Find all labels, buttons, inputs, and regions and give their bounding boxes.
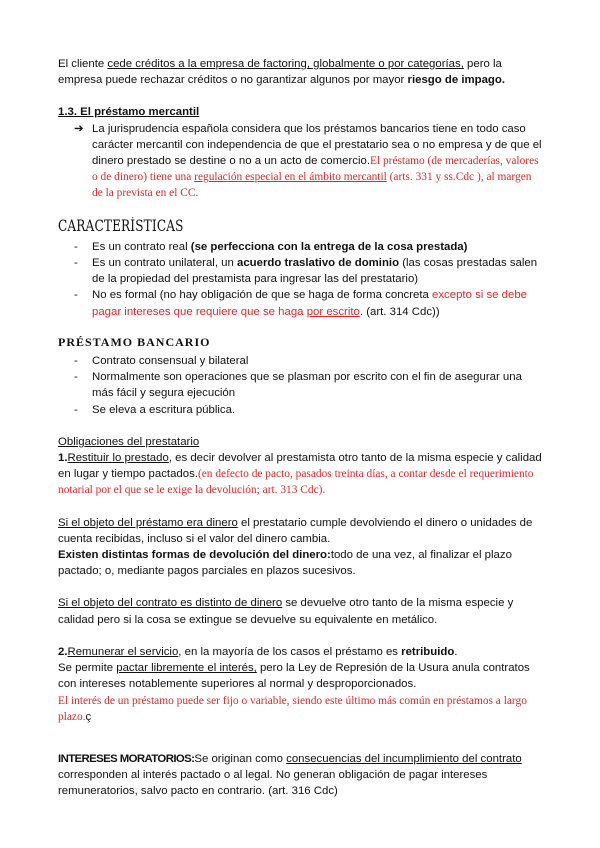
text: Se permite xyxy=(58,662,117,675)
text: No es formal (no hay obligación de que se haga de forma concreta xyxy=(92,289,433,302)
interes-fijo-variable-paragraph xyxy=(58,693,544,725)
red-text: El préstamo (de mercaderías, valores o de dinero) tiene una xyxy=(92,155,539,184)
text: el prestatario cumple devolviendo el dinero o unidades de cuenta recibidas, incluso si el valor del dinero cambia. xyxy=(58,516,533,545)
distinto-paragraph xyxy=(58,595,544,627)
arrow-icon: ➔ xyxy=(74,122,84,135)
section-heading-prestamo-mercantil: 1.3. El préstamo mercantil xyxy=(58,106,200,119)
text: . (art. 314 Cdc)) xyxy=(359,305,440,318)
red-text: (arts. 331 y ss.Cdc ), al margen de la prevista en el CC. xyxy=(92,171,532,200)
list-item xyxy=(58,402,544,418)
list-item xyxy=(58,287,544,319)
bold-text: riesgo de impago. xyxy=(407,74,505,87)
document-page xyxy=(58,56,544,800)
dash-bullet: - xyxy=(74,240,78,253)
text: Contrato consensual y bilateral xyxy=(92,355,249,368)
red-text: (en defecto de pacto, pasados treinta días, a contar desde el requerimiento notarial por el que se le exige la devolución; art. 313 Cdc). xyxy=(58,468,534,497)
red-underlined-text: regulación especial en el ámbito mercantil xyxy=(194,171,387,184)
bold-text: Existen distintas formas de devolución del dinero: xyxy=(58,549,331,562)
dash-bullet: - xyxy=(74,355,78,368)
interes-paragraph xyxy=(58,660,544,692)
dinero-paragraph xyxy=(58,515,544,547)
text: . xyxy=(454,645,458,658)
obligaciones-heading: Obligaciones del prestatario xyxy=(58,435,200,448)
underlined-text: Si el objeto del préstamo era dinero xyxy=(58,516,238,529)
dash-bullet: - xyxy=(74,403,78,416)
text: todo de una vez, al finalizar el plazo pactado; o, mediante pagos parciales en plazos sucesivos. xyxy=(58,549,512,578)
list-item xyxy=(58,239,544,255)
text: pero la empresa puede rechazar créditos o no garantizar algunos por mayor xyxy=(58,58,502,87)
bold-label: INTERESES MORATORIOS: xyxy=(58,752,195,765)
underlined-text: consecuencias del incumplimiento del contrato xyxy=(286,752,522,765)
obligation-2-paragraph xyxy=(58,644,544,660)
underlined-text: pactar libremente el interés, xyxy=(116,662,257,675)
text: se devuelve otro tanto de la misma especie y calidad pero si la cosa se extingue se devuelve su equivalente en metálico. xyxy=(58,597,514,626)
text: Se originan como xyxy=(194,752,287,765)
caracteristicas-heading: CARACTERÍSTICAS xyxy=(58,216,184,235)
number: 1. xyxy=(58,452,68,465)
underlined-text: cede créditos a la empresa de factoring, globalmente o por categorías, xyxy=(107,58,464,70)
red-text: excepto si se debe pagar intereses que requiere que se haga xyxy=(92,289,528,318)
prestamo-bancario-heading: PRÉSTAMO BANCARIO xyxy=(58,334,211,349)
bold-text: retribuido xyxy=(401,645,455,658)
caracteristicas-list xyxy=(58,239,544,320)
text: Normalmente son operaciones que se plasman por escrito con el fin de asegurar una más fácil y segura ejecución xyxy=(92,371,522,400)
underlined-text: Si el objeto del contrato es distinto de dinero xyxy=(58,597,283,610)
arrow-list-item xyxy=(58,121,544,202)
text: Es un contrato unilateral, un xyxy=(92,257,238,270)
text: Es un contrato real xyxy=(92,240,191,253)
red-text: El interés de un préstamo puede ser fijo o variable, siendo este último más común en préstamos a largo plazo. xyxy=(58,694,527,723)
number: 2. xyxy=(58,645,68,658)
formas-paragraph xyxy=(58,547,544,579)
text: Se eleva a escritura pública. xyxy=(92,403,236,416)
underlined-text: Restituir lo prestado xyxy=(67,452,169,465)
text: La jurisprudencia española considera que los préstamos bancarios tiene en todo caso carácter mercantil con independencia de que el prestatario sea o no empresa y de que el dinero prestado se destine o no a un acto de comercio. xyxy=(92,122,542,168)
bold-text: (se perfecciona con la entrega de la cosa prestada) xyxy=(190,240,468,253)
list-item xyxy=(58,369,544,401)
text: (las cosas prestadas salen de la propiedad del prestamista para ingresar las del prestatario) xyxy=(92,257,538,286)
factoring-paragraph xyxy=(58,56,544,88)
dash-bullet: - xyxy=(74,257,78,270)
bancario-list xyxy=(58,353,544,418)
text: pero la Ley de Represión de la Usura anula contratos con intereses notablemente superiores al normal y desproporcionados. xyxy=(58,662,530,691)
bold-text: acuerdo traslativo de dominio xyxy=(237,257,400,270)
text: ç xyxy=(85,710,92,723)
text: , es decir devolver al prestamista otro tanto de la misma especie y calidad en lugar y tiempo pactados. xyxy=(58,452,542,481)
dash-bullet: - xyxy=(74,289,78,302)
intereses-moratorios-paragraph xyxy=(58,751,544,800)
dash-bullet: - xyxy=(74,371,78,384)
list-item xyxy=(58,255,544,287)
red-underlined-text: por escrito xyxy=(306,305,360,318)
underlined-text: Remunerar el servicio xyxy=(67,645,179,658)
obligation-1-paragraph xyxy=(58,450,544,499)
text: El cliente xyxy=(58,58,108,70)
list-item xyxy=(58,353,544,369)
text: corresponden al interés pactado o al legal. No generan obligación de pagar intereses remuneratorios, salvo pacto en contrario. (art. 316 Cdc) xyxy=(58,769,488,798)
text: , en la mayoría de los casos el préstamo es xyxy=(178,645,402,658)
